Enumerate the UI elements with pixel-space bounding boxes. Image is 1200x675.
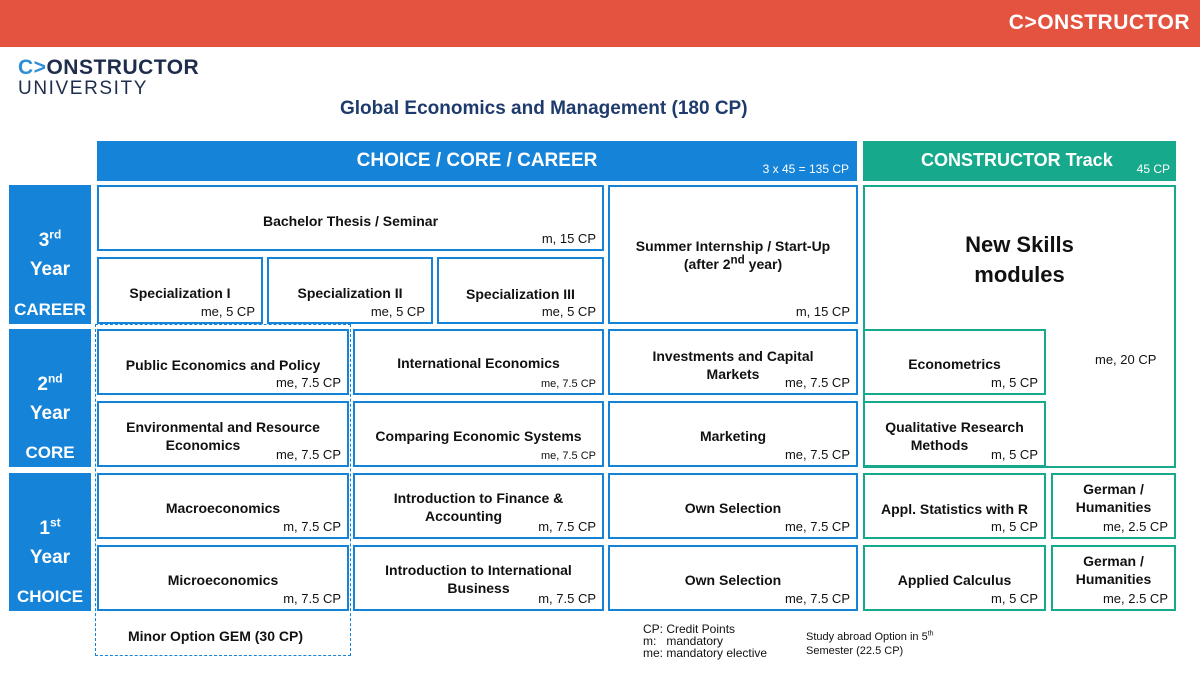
module-name: German / Humanities — [1075, 553, 1152, 587]
module-intro-international-business — [353, 545, 604, 611]
module-cp: me, 7.5 CP — [275, 447, 341, 462]
module-name: Introduction to Finance & Accounting — [393, 490, 564, 524]
module-cp: me, 7.5 CP — [540, 378, 596, 390]
module-name: Appl. Statistics with R — [880, 501, 1028, 517]
module-name: Own Selection — [684, 572, 782, 588]
logo-line-1 — [18, 57, 199, 79]
module-cp: m, 7.5 CP — [283, 519, 341, 534]
module-international-economics — [353, 329, 604, 395]
module-german-humanities-1 — [1051, 473, 1176, 539]
module-cp: m, 5 CP — [991, 519, 1038, 534]
module-cp: m, 5 CP — [991, 447, 1038, 462]
module-qualitative-research — [863, 401, 1046, 467]
module-marketing — [608, 401, 858, 467]
module-cp: me, 20 CP — [1095, 352, 1157, 367]
module-bachelor-thesis — [97, 185, 604, 251]
module-cp: me, 7.5 CP — [540, 450, 596, 462]
top-banner — [0, 0, 1200, 47]
legend-cp: CP: Credit Points — [643, 622, 736, 636]
year-level: CORE — [25, 443, 75, 462]
module-name: Macroeconomics — [165, 500, 281, 516]
module-name: Introduction to International Business — [385, 562, 572, 596]
logo-text: ONSTRUCTOR — [46, 56, 200, 79]
module-cp: m, 7.5 CP — [538, 519, 596, 534]
module-applied-statistics — [863, 473, 1046, 539]
module-comparing-economic-systems — [353, 401, 604, 467]
brand-wordmark: C>ONSTRUCTOR — [1008, 11, 1190, 34]
module-specialization-3 — [437, 257, 604, 324]
module-name: Own Selection — [684, 500, 782, 516]
module-name: Econometrics — [908, 356, 1001, 372]
module-cp: me, 7.5 CP — [784, 375, 850, 390]
year-number: 3rd — [38, 227, 62, 251]
module-name: Bachelor Thesis / Seminar — [262, 213, 439, 229]
year-word: Year — [29, 547, 71, 568]
module-cp: me, 5 CP — [370, 304, 425, 319]
module-macroeconomics — [97, 473, 349, 539]
module-microeconomics — [97, 545, 349, 611]
logo-line-2: UNIVERSITY — [18, 78, 149, 99]
module-cp: me, 5 CP — [541, 304, 596, 319]
year-level: CAREER — [14, 300, 86, 319]
module-german-humanities-2 — [1051, 545, 1176, 611]
year-3-label — [9, 185, 91, 324]
module-applied-calculus — [863, 545, 1046, 611]
module-cp: m, 7.5 CP — [538, 591, 596, 606]
module-name: Investments and Capital Markets — [652, 348, 814, 382]
year-word: Year — [29, 259, 71, 280]
module-cp: me, 2.5 CP — [1102, 519, 1168, 534]
module-own-selection-2 — [608, 545, 858, 611]
module-cp: m, 15 CP — [541, 231, 596, 246]
module-name: Applied Calculus — [897, 572, 1012, 588]
module-name: German / Humanities — [1075, 481, 1152, 515]
module-investments — [608, 329, 858, 395]
module-intro-finance — [353, 473, 604, 539]
module-cp: me, 7.5 CP — [275, 375, 341, 390]
module-specialization-1 — [97, 257, 263, 324]
module-environmental-economics — [97, 401, 349, 467]
module-name: Specialization I — [129, 285, 231, 301]
module-name: International Economics — [397, 355, 560, 371]
year-word: Year — [29, 403, 71, 424]
logo-arrow-icon: C> — [18, 56, 47, 79]
module-cp: m, 7.5 CP — [283, 591, 341, 606]
legend-m: m: mandatory — [643, 634, 724, 648]
year-2-label — [9, 329, 91, 467]
module-cp: m, 15 CP — [795, 304, 850, 319]
header-track-cp: 45 CP — [1136, 162, 1170, 176]
module-name: Comparing Economic Systems — [375, 428, 582, 444]
header-track-label: CONSTRUCTOR Track — [921, 150, 1113, 170]
module-cp: me, 5 CP — [200, 304, 255, 319]
legend-me: me: mandatory elective — [643, 646, 768, 660]
module-cp: me, 7.5 CP — [784, 591, 850, 606]
university-logo — [18, 57, 199, 99]
module-econometrics — [863, 329, 1046, 395]
module-cp: m, 5 CP — [991, 591, 1038, 606]
study-abroad-note: Study abroad Option in 5th Semester (22.5 CP) — [806, 630, 934, 657]
page-title: Global Economics and Management (180 CP) — [340, 98, 748, 119]
module-name: Public Economics and Policy — [125, 357, 321, 373]
legend — [643, 623, 767, 659]
module-name: Specialization II — [297, 285, 403, 301]
module-public-economics — [97, 329, 349, 395]
year-level: CHOICE — [16, 587, 84, 606]
minor-option-label: Minor Option GEM (30 CP) — [128, 628, 303, 644]
module-name: Specialization III — [466, 286, 575, 302]
header-choice-core-career — [97, 141, 857, 181]
module-specialization-2 — [267, 257, 433, 324]
module-name: Summer Internship / Start-Up (after 2nd year) — [635, 238, 831, 272]
module-name: Qualitative Research Methods — [885, 419, 1024, 453]
year-number: 1st — [39, 515, 61, 539]
module-cp: me, 7.5 CP — [784, 519, 850, 534]
year-1-label — [9, 473, 91, 611]
header-main-cp: 3 x 45 = 135 CP — [762, 162, 849, 176]
module-name: Environmental and Resource Economics — [126, 419, 320, 453]
header-main-label: CHOICE / CORE / CAREER — [356, 150, 598, 171]
module-own-selection-1 — [608, 473, 858, 539]
module-cp: m, 5 CP — [991, 375, 1038, 390]
module-cp: me, 7.5 CP — [784, 447, 850, 462]
module-name: Marketing — [699, 428, 767, 444]
module-cp: me, 2.5 CP — [1102, 591, 1168, 606]
module-summer-internship — [608, 185, 858, 324]
header-constructor-track — [863, 141, 1176, 181]
module-name: Microeconomics — [167, 572, 279, 588]
new-skills-title: New Skills modules — [965, 232, 1074, 287]
year-number: 2nd — [37, 371, 63, 395]
